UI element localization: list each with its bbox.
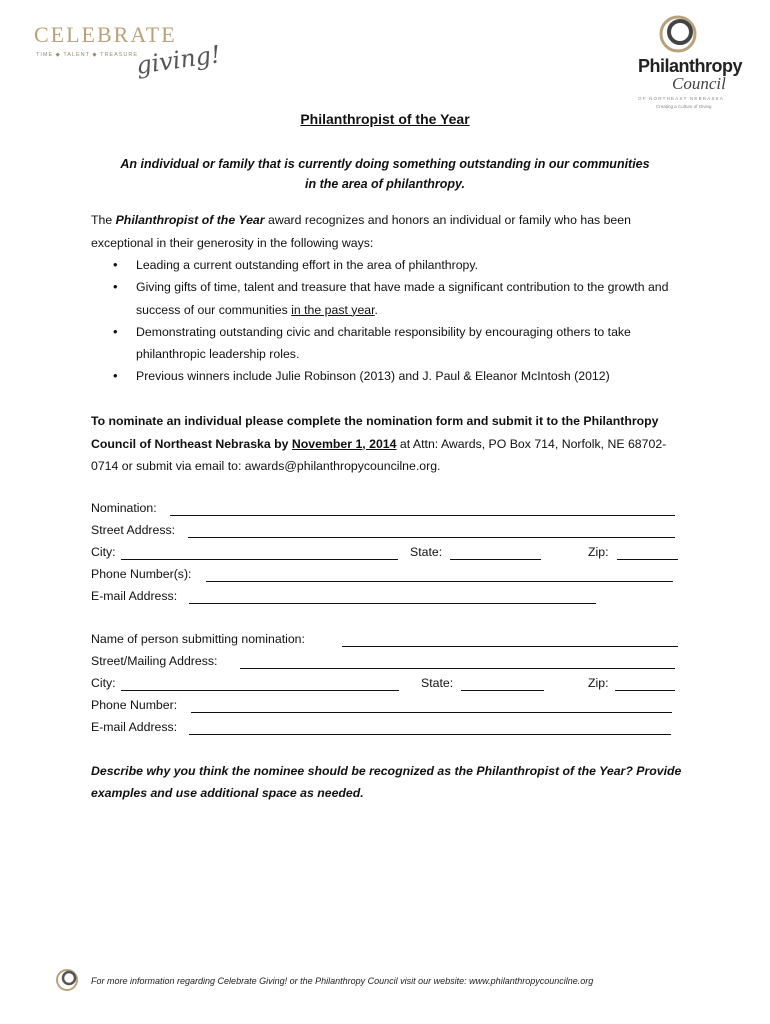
submitter-state-field[interactable] (461, 674, 544, 691)
city-field[interactable] (121, 543, 398, 560)
award-name: Philanthropist of the Year (115, 213, 265, 227)
logo-sub-1: OF NORTHEAST NEBRASKA (638, 96, 725, 101)
street-address-field[interactable] (188, 521, 675, 538)
list-item (91, 321, 691, 366)
footer-text: For more information regarding Celebrate Giving! or the Philanthropy Council visit our website: www.philanthropycouncilne.org (91, 976, 594, 986)
logo-tagline: TIME ◆ TALENT ◆ TREASURE (36, 52, 139, 58)
criteria-text: Leading a current outstanding effort in the area of philanthropy. (136, 258, 479, 272)
describe-prompt: Describe why you think the nominee should be recognized as the Philanthropist of the Year? Provide examples and use additional space as needed. (91, 764, 682, 800)
submitter-phone-label: Phone Number: (91, 698, 178, 712)
submitter-name-label: Name of person submitting nomination: (91, 632, 305, 646)
logo-word-1: Philanthropy (638, 56, 743, 76)
deadline-date: November 1, 2014 (291, 436, 397, 451)
logo-sub-2: Creating a Culture of Giving (656, 104, 712, 109)
submitter-phone-field[interactable] (191, 696, 672, 713)
criteria-text: Demonstrating outstanding civic and charitable responsibility by encouraging others to take philanthropic leadership roles. (136, 324, 631, 362)
submitter-name-field[interactable] (342, 630, 678, 647)
submitter-zip-field[interactable] (615, 674, 675, 691)
zip-label: Zip: (588, 545, 609, 559)
street-address-label: Street Address: (91, 523, 176, 537)
nomination-instructions (91, 410, 691, 478)
list-item (91, 365, 691, 387)
nomination-label: Nomination: (91, 501, 157, 515)
city-label: City: (91, 545, 116, 559)
criteria-text: Previous winners include Julie Robinson (2013) and J. Paul & Eleanor McIntosh (2012) (136, 369, 610, 384)
instructions-rest: at Attn: Awards, PO Box 714, Norfolk, NE 68702-0714 or submit via email to: awards@philanthropycouncilne.org. (91, 436, 667, 473)
logo-word: CELEBRATE (34, 22, 177, 47)
list-item (91, 254, 691, 276)
submitter-street-label: Street/Mailing Address: (91, 654, 218, 668)
submitter-street-field[interactable] (240, 652, 675, 669)
intro-post: award recognizes and honors an individual or family who has been exceptional in their generosity in the following ways: (91, 213, 631, 250)
phone-label: Phone Number(s): (91, 567, 192, 581)
criteria-text-end: . (374, 302, 378, 317)
email-label: E-mail Address: (91, 589, 178, 603)
list-item (91, 276, 691, 321)
logo-script: giving! (134, 40, 223, 80)
state-label: State: (410, 545, 443, 559)
zip-field[interactable] (617, 543, 678, 560)
submitter-email-field[interactable] (189, 718, 671, 735)
submitter-state-label: State: (421, 676, 454, 690)
nomination-field[interactable] (170, 499, 675, 516)
phone-field[interactable] (206, 565, 673, 582)
underlined-text: in the past year (291, 302, 375, 317)
submitter-zip-label: Zip: (588, 676, 609, 690)
intro-pre: The (91, 213, 116, 227)
philanthropy-council-logo (634, 12, 744, 108)
page-title: Philanthropist of the Year (300, 111, 470, 127)
celebrate-giving-logo (32, 22, 223, 92)
submitter-city-label: City: (91, 676, 116, 690)
subtitle: An individual or family that is currently doing something outstanding in our communities in the area of philanthropy. (120, 157, 650, 191)
email-field[interactable] (189, 587, 596, 604)
criteria-list (91, 254, 691, 388)
submitter-city-field[interactable] (121, 674, 399, 691)
criteria-text: Giving gifts of time, talent and treasure that have made a significant contribution to the growth and success of our communities (136, 280, 669, 317)
state-field[interactable] (450, 543, 541, 560)
swirl-icon (55, 965, 81, 993)
footer (55, 963, 735, 997)
logo-word-2: Council (672, 74, 726, 93)
intro-paragraph (91, 209, 691, 254)
instructions-bold: To nominate an individual please complete the nomination form and submit it to the Philanthropy Council of Northeast Nebraska by (91, 414, 659, 451)
submitter-email-label: E-mail Address: (91, 720, 178, 734)
swirl-icon (656, 12, 700, 56)
